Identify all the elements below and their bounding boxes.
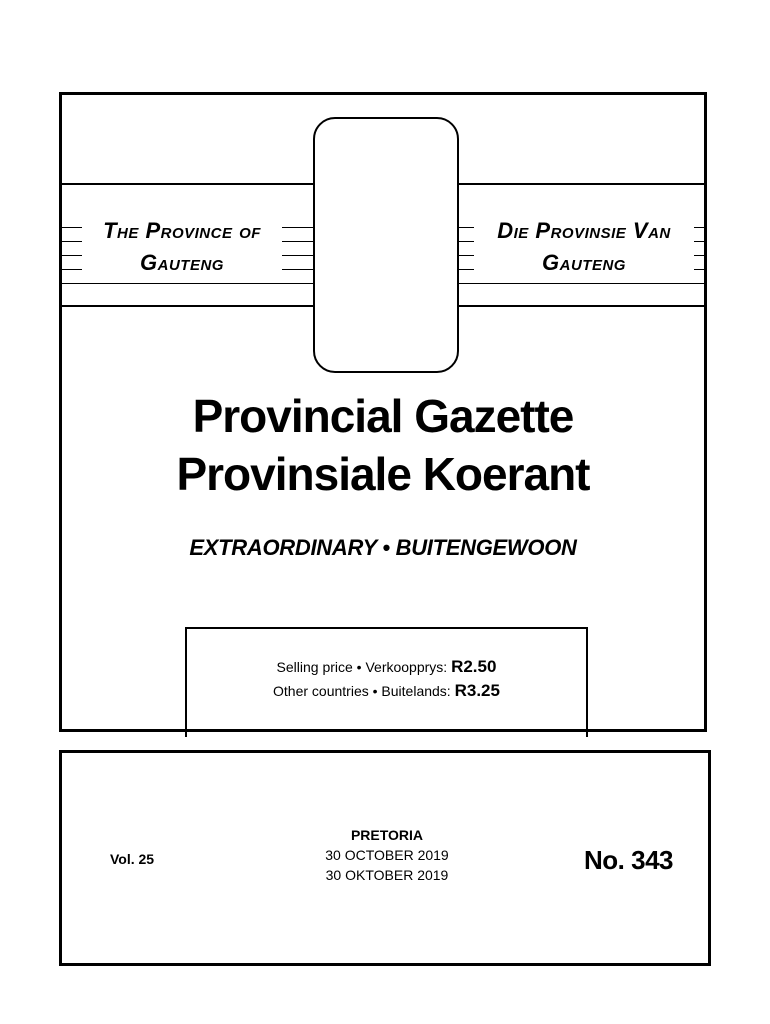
province-afrikaans-line1: Die Provinsie Van [497,218,671,243]
date-afrikaans: 30 OKTOBER 2019 [325,867,449,883]
title-english: Provincial Gazette [192,390,574,442]
selling-price-line [187,655,586,679]
coat-of-arms-frame [313,117,459,373]
title-afrikaans: Provinsiale Koerant [176,448,590,500]
province-english-line1: The Province of [103,218,261,243]
other-countries-value: R3.25 [454,681,500,700]
publication-place-date [262,825,512,885]
selling-price-label: Selling price • Verkoopprys: [276,659,448,675]
date-english: 30 OCTOBER 2019 [325,847,449,863]
issue-info-box [59,750,711,966]
province-english-line2: Gauteng [140,250,224,275]
issue-number: No. 343 [584,845,673,875]
price-box [185,627,588,737]
other-countries-label: Other countries • Buitelands: [273,683,451,699]
province-name-afrikaans [474,215,694,279]
gazette-title [62,387,704,503]
edition-subtitle: EXTRAORDINARY • BUITENGEWOON [189,535,577,560]
province-name-english [82,215,282,279]
masthead-box [59,92,707,732]
selling-price-value: R2.50 [451,657,497,676]
other-countries-line [187,679,586,703]
province-afrikaans-line2: Gauteng [542,250,626,275]
volume-number: Vol. 25 [110,851,155,867]
city: PRETORIA [350,827,424,843]
